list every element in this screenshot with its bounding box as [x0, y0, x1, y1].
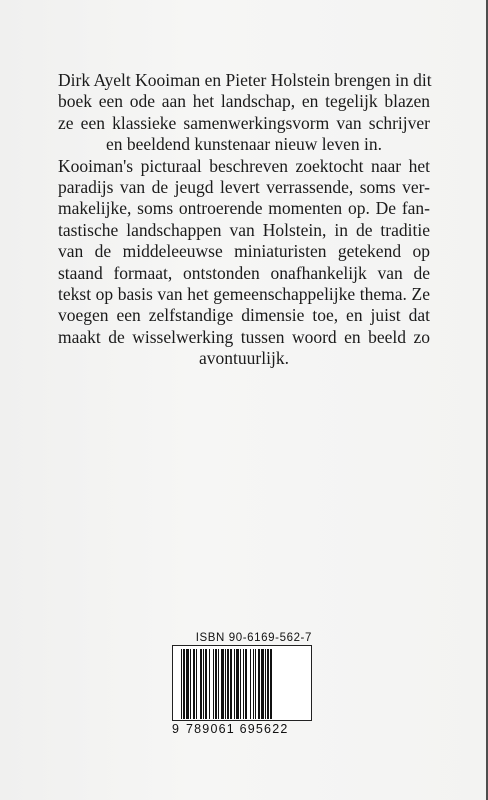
barcode-bar — [265, 649, 266, 719]
isbn-label: ISBN 90-6169-562-7 — [195, 632, 312, 644]
barcode-bar — [196, 649, 197, 719]
blurb-line: paradijs van de jeugd levert verrassende, soms ver- — [58, 177, 430, 198]
barcode-bar — [203, 649, 204, 719]
barcode-bar — [218, 649, 219, 719]
blurb-line: van de middeleeuwse miniaturisten getekend op — [58, 241, 430, 262]
barcode-bar — [181, 649, 182, 719]
blurb-line: tastische landschappen van Holstein, in de traditie — [58, 219, 430, 240]
barcode-bar — [221, 649, 224, 719]
blurb-line: ze een klassieke samenwerkingsvorm van schrijver — [58, 112, 430, 133]
barcode-bar — [183, 649, 185, 719]
barcode — [172, 645, 312, 721]
barcode-bar — [190, 649, 191, 719]
blurb-line: voegen een zelfstandige dimensie toe, en juist dat — [58, 305, 430, 326]
barcode-bar — [193, 649, 195, 719]
blurb-line: makelijke, soms ontroerende momenten op. De fan- — [58, 198, 430, 219]
barcode-bar — [253, 649, 254, 719]
barcode-bar — [227, 649, 229, 719]
barcode-bar — [186, 649, 189, 719]
barcode-bar — [250, 649, 251, 719]
blurb-line: maakt de wisselwerking tussen woord en beeld zo — [58, 326, 430, 347]
barcode-bar — [261, 649, 264, 719]
barcode-bar — [258, 649, 260, 719]
barcode-bar — [230, 649, 232, 719]
barcode-bar — [200, 649, 202, 719]
barcode-bars — [181, 649, 305, 719]
ean-lead-digit: 9 — [172, 722, 181, 736]
blurb-line: boek een ode aan het landschap, en tegelijk blazen — [58, 91, 430, 112]
barcode-bar — [213, 649, 214, 719]
blurb-text — [58, 70, 430, 370]
blurb-line: staand formaat, ontstonden onafhankelijk van de — [58, 262, 430, 283]
ean-digits: 789061 695622 — [186, 722, 289, 736]
barcode-bar — [243, 649, 244, 719]
barcode-bar — [255, 649, 256, 719]
barcode-bar — [245, 649, 247, 719]
barcode-bar — [215, 649, 217, 719]
barcode-bar — [234, 649, 235, 719]
barcode-bar — [267, 649, 269, 719]
blurb-line: avontuurlijk. — [199, 348, 289, 369]
barcode-bar — [225, 649, 226, 719]
blurb-line: Dirk Ayelt Kooiman en Pieter Holstein brengen in dit — [58, 70, 432, 90]
barcode-bar — [270, 649, 272, 719]
barcode-bar — [236, 649, 239, 719]
barcode-bar — [205, 649, 207, 719]
barcode-bar — [209, 649, 210, 719]
blurb-line: en beeldend kunstenaar nieuw leven in. — [105, 134, 382, 155]
blurb-line: tekst op basis van het gemeenschappelijke thema. Ze — [58, 284, 430, 305]
blurb-line: Kooiman's picturaal beschreven zoektocht naar het — [58, 155, 430, 176]
barcode-bar — [240, 649, 241, 719]
